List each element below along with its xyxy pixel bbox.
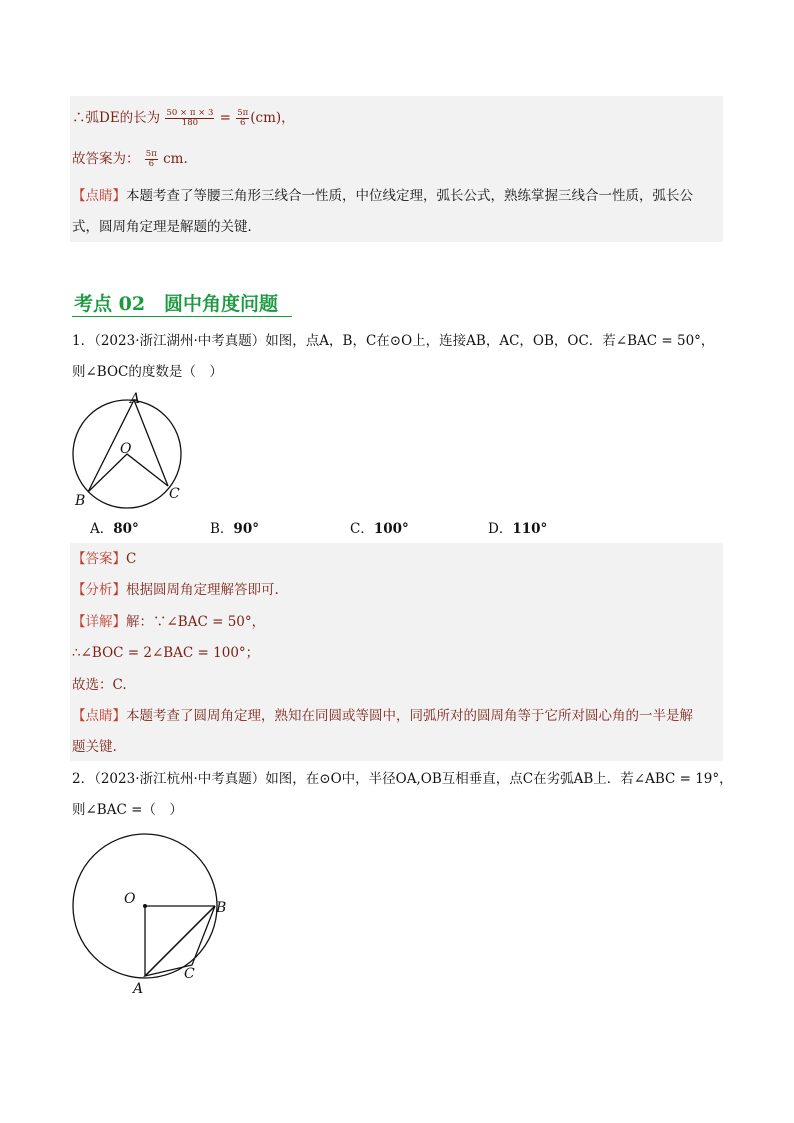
q1-analysis-line: 【分析】根据圆周角定理解答即可. — [72, 582, 279, 598]
arc-length-line: ∴弧DE的长为 $\frac{50 \times \pi \times 3}{180}$ = $\frac{5\pi}{6}$ (cm)， — [72, 108, 295, 128]
q1-option-b[interactable]: B．90° — [210, 521, 259, 537]
q1-step2-line: ∴∠BOC = 2∠BAC = 100°； — [72, 645, 260, 661]
q1-option-c[interactable]: C．100° — [350, 521, 409, 537]
section-title: 考点 02 圆中角度问题 — [74, 293, 279, 315]
q1-comment-line2: 题关键. — [72, 739, 117, 755]
arc-fraction: $\frac{50 \times \pi \times 3}{180}$ — [166, 108, 214, 128]
q2-label-a: A — [133, 981, 144, 997]
section-title-underline — [72, 316, 292, 317]
q2-stem-line1: 2．（2023·浙江杭州·中考真题）如图，在⊙O中，半径OA,OB互相垂直，点C在劣弧AB上．若∠ABC = 19°， — [72, 771, 733, 787]
q2-label-c: C — [184, 966, 195, 982]
q1-answer-line: 【答案】C — [72, 551, 137, 567]
q1-label-c: C — [169, 486, 180, 502]
q1-choose-line: 故选：C. — [72, 677, 127, 693]
prev-comment-line1: 【点睛】本题考查了等腰三角形三线合一性质，中位线定理，弧长公式，熟练掌握三线合一性质，弧长公 — [72, 188, 693, 204]
q1-label-b: B — [75, 493, 86, 509]
q2-figure — [60, 828, 240, 1003]
q2-stem-line2: 则∠BAC =（ ） — [72, 802, 183, 818]
q1-label-o: O — [120, 441, 132, 457]
q1-detail-line: 【详解】解：∵∠BAC = 50°， — [72, 614, 266, 630]
q2-chord-ab — [145, 906, 215, 976]
prev-answer-line: 故答案为： $\frac{5\pi}{6}$ cm. — [72, 149, 188, 169]
q1-radii-ob-oc — [88, 454, 168, 492]
q1-option-d[interactable]: D．110° — [488, 521, 548, 537]
arc-result-fraction: $\frac{5\pi}{6}$ — [237, 108, 249, 128]
q1-label-a: A — [130, 391, 141, 407]
q1-stem-line2: 则∠BOC的度数是（ ） — [72, 364, 223, 380]
q1-comment-line1: 【点睛】本题考查了圆周角定理，熟知在同圆或等圆中，同弧所对的圆周角等于它所对圆心角的一半是解 — [72, 708, 693, 724]
q1-figure — [66, 389, 196, 514]
q1-option-a[interactable]: A．80° — [90, 521, 139, 537]
q2-label-b: B — [216, 900, 227, 916]
q1-stem-line1: 1．（2023·浙江湖州·中考真题）如图，点A，B，C在⊙O上，连接AB，AC，OB，OC．若∠BAC = 50°， — [72, 333, 715, 349]
prev-comment-line2: 式，圆周角定理是解题的关键． — [72, 219, 261, 235]
q2-label-o: O — [124, 891, 136, 907]
answer-fraction: $\frac{5\pi}{6}$ — [145, 149, 157, 169]
